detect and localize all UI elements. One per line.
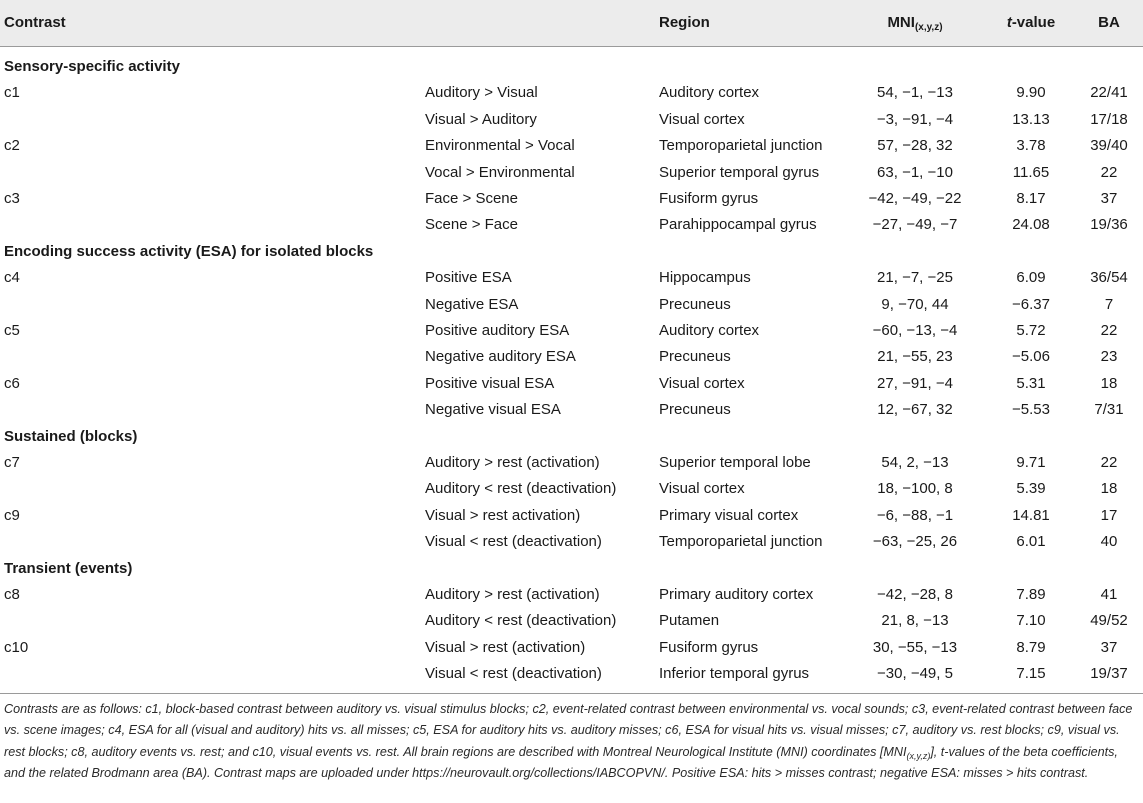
brodmann-area: 22 xyxy=(1100,454,1118,471)
table-row xyxy=(0,344,1143,370)
contrast-id: c3 xyxy=(4,190,20,207)
t-value: 8.17 xyxy=(1016,190,1046,207)
table-row xyxy=(0,503,1143,529)
mni-coords: −42, −49, −22 xyxy=(868,190,962,207)
table-row xyxy=(0,450,1143,476)
contrast-desc: Auditory < rest (deactivation) xyxy=(425,612,617,630)
contrast-desc: Negative visual ESA xyxy=(425,401,561,419)
contrast-id: c2 xyxy=(4,137,20,155)
region: Temporoparietal junction xyxy=(659,137,823,155)
table-row xyxy=(0,371,1143,397)
t-value: 13.13 xyxy=(1012,110,1050,128)
contrast-desc: Auditory > Visual xyxy=(425,84,538,102)
t-value: 5.72 xyxy=(1016,322,1046,339)
region: Putamen xyxy=(659,612,720,630)
mni-coords: 21, −55, 23 xyxy=(877,348,953,366)
t-value: 8.79 xyxy=(1016,638,1046,656)
mni-coords: 18, −100, 8 xyxy=(877,480,953,498)
t-value: 6.01 xyxy=(1016,533,1046,551)
t-value: 24.08 xyxy=(1012,216,1050,234)
contrast-desc: Negative auditory ESA xyxy=(425,348,576,366)
contrast-id: c4 xyxy=(4,269,20,287)
contrast-desc: Environmental > Vocal xyxy=(425,137,575,155)
table-row xyxy=(0,582,1143,608)
t-value: 7.89 xyxy=(1016,586,1046,603)
table-row xyxy=(0,397,1143,423)
table-row xyxy=(0,133,1143,159)
t-value: 9.71 xyxy=(1016,454,1046,471)
contrast-desc: Scene > Face xyxy=(425,216,518,234)
mni-coords: 21, 8, −13 xyxy=(881,612,949,630)
brodmann-area: 19/36 xyxy=(1090,216,1128,234)
t-value: 9.90 xyxy=(1016,84,1046,102)
section-row xyxy=(0,424,1143,450)
contrast-id: c7 xyxy=(4,454,20,471)
table-row xyxy=(0,292,1143,318)
table-header xyxy=(0,0,1143,46)
mni-coords: −6, −88, −1 xyxy=(876,506,954,524)
contrast-id: c10 xyxy=(4,638,29,656)
contrast-id: c5 xyxy=(4,322,20,339)
header-tvalue-t: t xyxy=(1006,14,1012,31)
region: Precuneus xyxy=(659,295,731,313)
contrast-id: c8 xyxy=(4,586,20,603)
brodmann-area: 36/54 xyxy=(1090,269,1128,287)
brodmann-area: 19/37 xyxy=(1090,665,1128,683)
region: Parahippocampal gyrus xyxy=(659,216,817,234)
footnote-part1: Contrasts are as follows: c1, block-based contrast between auditory vs. visual stimulus blocks; c2, event-related contrast between environmental vs. vocal sounds; c3, event-related contrast between face vs. scene images; c4, ESA for all (visual and auditory) hits vs. all misses; c5, ESA for auditory hits vs. auditory misses; c6, ESA for visual hits vs. visual misses; c7, auditory vs. rest blocks; c9, visual vs. rest blocks; c8, auditory events vs. rest; and c10, visual events vs. rest. All brain regions are described with Montreal Neurological Institute (MNI) coordinates [MNI xyxy=(4,702,1133,759)
table-row xyxy=(0,265,1143,291)
brodmann-area: 22 xyxy=(1100,163,1118,181)
t-value: −6.37 xyxy=(1012,295,1050,313)
region: Auditory cortex xyxy=(659,322,760,339)
mni-coords: 54, 2, −13 xyxy=(881,454,949,471)
header-rule xyxy=(0,46,1143,47)
table-row xyxy=(0,186,1143,212)
header-contrast: Contrast xyxy=(4,14,66,31)
section-title: Sustained (blocks) xyxy=(4,427,138,445)
footnote-part2: ], t-values of the beta coefficients, and the related Brodmann area (BA). Contrast maps are uploaded under https://neurovault.org/collections/IABCOPVN/. Positive ESA: hits > misses contrast; negative ESA: misses > hits contrast. xyxy=(4,744,1118,781)
region: Primary auditory cortex xyxy=(659,586,814,603)
contrast-desc: Visual > Auditory xyxy=(425,110,537,128)
t-value: 7.15 xyxy=(1016,665,1046,683)
t-value: −5.53 xyxy=(1012,401,1050,419)
brodmann-area: 22 xyxy=(1100,322,1118,339)
table-row xyxy=(0,529,1143,555)
section-row xyxy=(0,556,1143,582)
region: Visual cortex xyxy=(659,110,745,128)
brodmann-area: 37 xyxy=(1100,190,1118,207)
table-row xyxy=(0,635,1143,661)
contrast-id: c6 xyxy=(4,374,20,392)
t-value: 3.78 xyxy=(1016,137,1046,155)
region: Fusiform gyrus xyxy=(659,638,759,656)
brodmann-area: 49/52 xyxy=(1090,612,1128,630)
region: Visual cortex xyxy=(659,374,745,392)
region: Fusiform gyrus xyxy=(659,190,759,207)
table-row xyxy=(0,661,1143,687)
contrast-desc: Vocal > Environmental xyxy=(425,163,575,181)
mni-coords: 30, −55, −13 xyxy=(872,638,958,656)
t-value: 5.31 xyxy=(1016,374,1046,392)
brodmann-area: 37 xyxy=(1100,638,1118,656)
brodmann-area: 23 xyxy=(1100,348,1118,366)
contrast-desc: Visual < rest (deactivation) xyxy=(425,533,602,551)
brodmann-area: 41 xyxy=(1100,586,1118,603)
header-region: Region xyxy=(659,14,710,31)
mni-coords: −60, −13, −4 xyxy=(872,322,958,339)
region: Hippocampus xyxy=(659,269,751,287)
section-row xyxy=(0,239,1143,265)
contrast-desc: Visual > rest (activation) xyxy=(425,638,586,656)
mni-coords: −27, −49, −7 xyxy=(872,216,958,234)
t-value: 7.10 xyxy=(1016,612,1046,630)
footnote-sub: (x,y,z) xyxy=(906,750,931,761)
section-title: Sensory-specific activity xyxy=(4,58,180,75)
brodmann-area: 7/31 xyxy=(1094,401,1124,419)
region: Auditory cortex xyxy=(659,84,760,102)
contrast-desc: Auditory < rest (deactivation) xyxy=(425,480,617,498)
section-title: Encoding success activity (ESA) for isolated blocks xyxy=(4,242,374,260)
contrast-desc: Positive auditory ESA xyxy=(425,322,570,339)
header-tvalue xyxy=(995,0,1067,46)
section-row xyxy=(0,54,1143,80)
mni-coords: 57, −28, 32 xyxy=(877,137,953,155)
t-value: 5.39 xyxy=(1016,480,1046,498)
contrast-desc: Auditory > rest (activation) xyxy=(425,454,600,471)
brodmann-area: 40 xyxy=(1100,533,1118,551)
table-row xyxy=(0,212,1143,238)
region: Precuneus xyxy=(659,401,731,419)
contrast-desc: Positive visual ESA xyxy=(425,374,555,392)
table-footnote xyxy=(4,699,1138,785)
region: Temporoparietal junction xyxy=(659,533,823,551)
region: Primary visual cortex xyxy=(659,506,799,524)
header-mni-label: MNI xyxy=(887,14,915,31)
region: Superior temporal lobe xyxy=(659,454,811,471)
contrast-id: c9 xyxy=(4,506,20,524)
region: Visual cortex xyxy=(659,480,745,498)
brodmann-area: 17 xyxy=(1100,506,1118,524)
contrast-desc: Positive ESA xyxy=(425,269,512,287)
contrast-desc: Auditory > rest (activation) xyxy=(425,586,600,603)
brodmann-area: 7 xyxy=(1104,295,1114,313)
region: Precuneus xyxy=(659,348,731,366)
contrast-desc: Face > Scene xyxy=(425,190,518,207)
table-row xyxy=(0,318,1143,344)
header-ba: BA xyxy=(1098,14,1120,31)
t-value: −5.06 xyxy=(1012,348,1050,366)
mni-coords: 21, −7, −25 xyxy=(877,269,953,287)
mni-coords: 63, −1, −10 xyxy=(877,163,953,181)
header-mni-sub: (x,y,z) xyxy=(914,22,943,33)
table-row xyxy=(0,476,1143,502)
region: Superior temporal gyrus xyxy=(659,163,820,181)
brodmann-area: 39/40 xyxy=(1090,137,1128,155)
mni-coords: −42, −28, 8 xyxy=(877,586,953,603)
table-row xyxy=(0,608,1143,634)
table-row xyxy=(0,107,1143,133)
table-row xyxy=(0,80,1143,106)
contrast-desc: Negative ESA xyxy=(425,295,519,313)
mni-coords: 27, −91, −4 xyxy=(877,374,953,392)
t-value: 11.65 xyxy=(1012,163,1050,181)
region: Inferior temporal gyrus xyxy=(659,665,810,683)
header-mni xyxy=(850,0,980,46)
mni-coords: −30, −49, 5 xyxy=(877,665,953,683)
mni-coords: −63, −25, 26 xyxy=(872,533,958,551)
contrast-id: c1 xyxy=(4,84,20,102)
mni-coords: −3, −91, −4 xyxy=(876,110,954,128)
mni-coords: 9, −70, 44 xyxy=(881,295,949,313)
brodmann-area: 18 xyxy=(1100,480,1118,498)
mni-coords: 54, −1, −13 xyxy=(877,84,953,102)
table-row xyxy=(0,160,1143,186)
brodmann-area: 22/41 xyxy=(1090,84,1128,102)
brodmann-area: 18 xyxy=(1100,374,1118,392)
contrast-desc: Visual < rest (deactivation) xyxy=(425,665,602,683)
section-title: Transient (events) xyxy=(4,559,133,577)
brodmann-area: 17/18 xyxy=(1090,110,1128,128)
t-value: 14.81 xyxy=(1012,506,1050,524)
t-value: 6.09 xyxy=(1016,269,1046,287)
bottom-rule xyxy=(0,693,1143,694)
contrast-desc: Visual > rest activation) xyxy=(425,506,581,524)
header-tvalue-rest: -value xyxy=(1011,14,1056,31)
mni-coords: 12, −67, 32 xyxy=(877,401,953,419)
